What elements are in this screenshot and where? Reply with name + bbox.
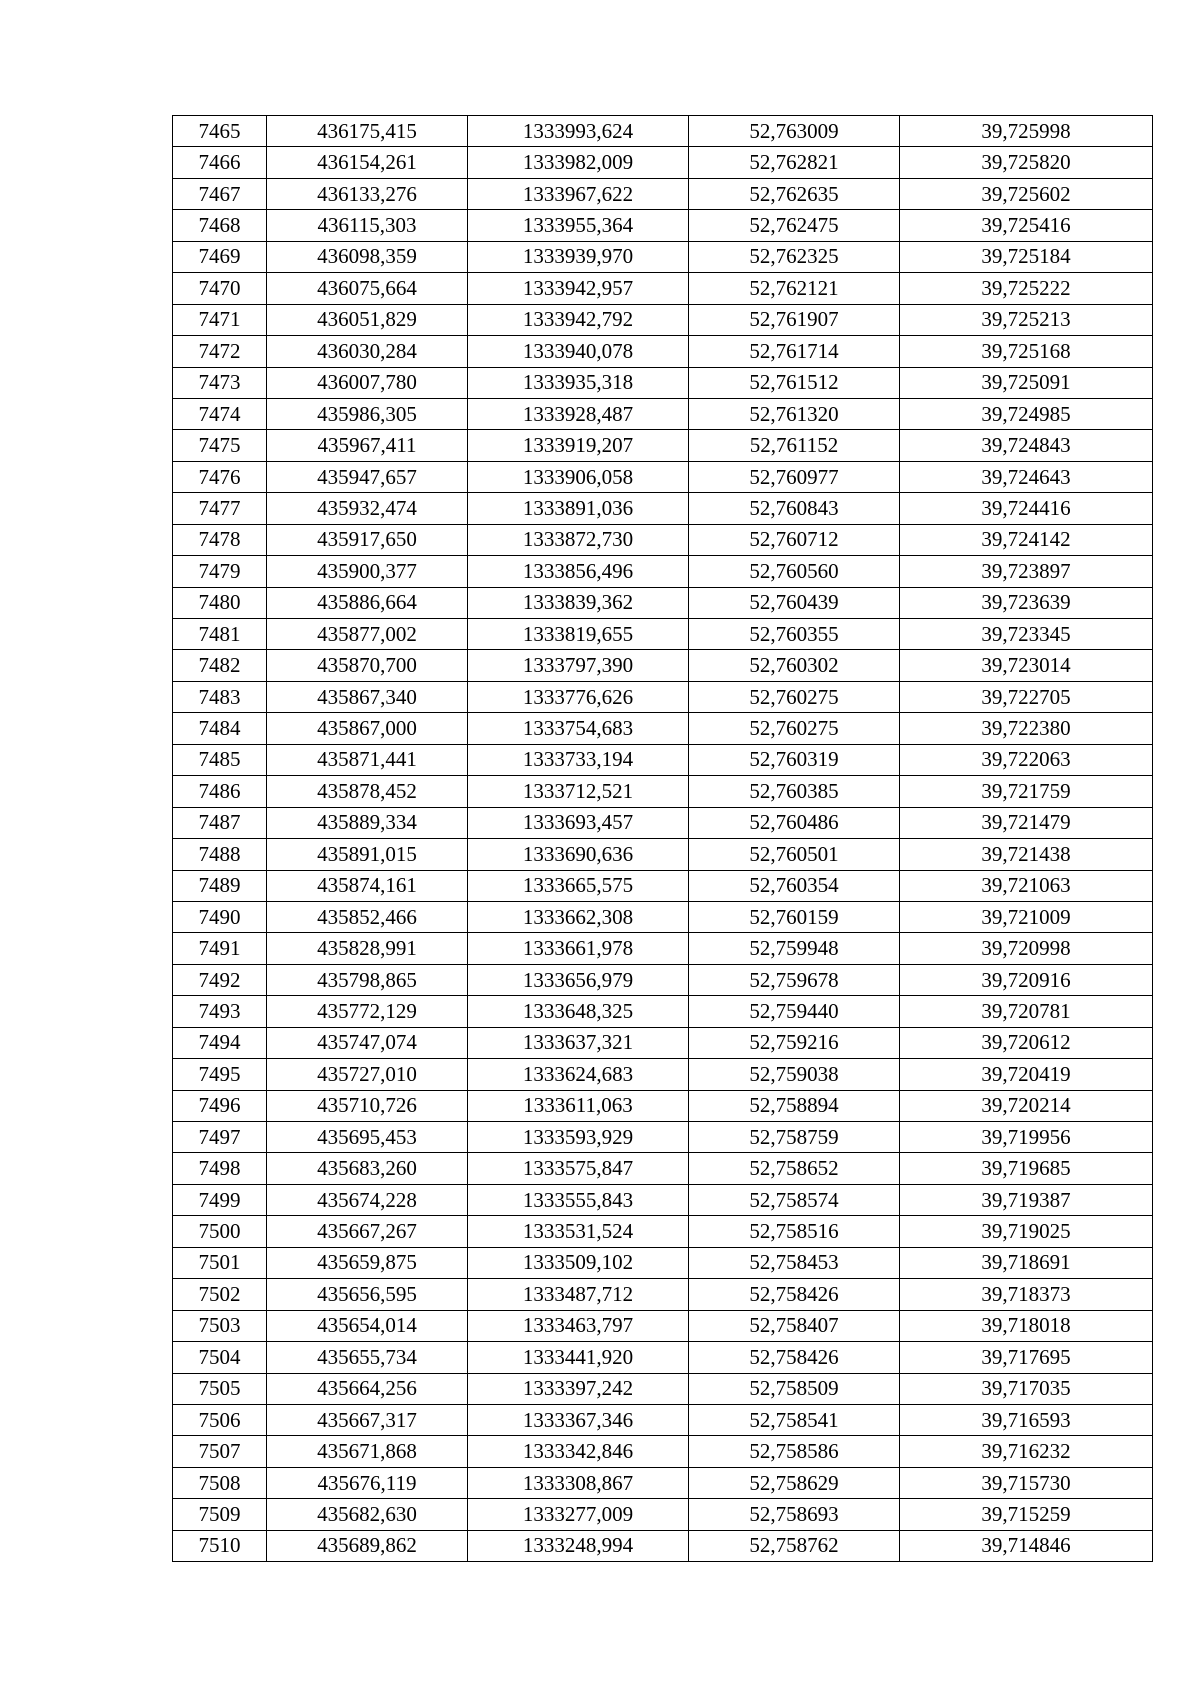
y-coordinate-cell: 1333342,846	[468, 1436, 689, 1467]
table-row	[173, 398, 1153, 429]
longitude-cell: 39,716232	[900, 1436, 1153, 1467]
longitude-cell: 39,724142	[900, 524, 1153, 555]
x-coordinate-cell: 435667,267	[267, 1216, 468, 1247]
table-row	[173, 1342, 1153, 1373]
longitude-cell: 39,723639	[900, 587, 1153, 618]
x-coordinate-cell: 436030,284	[267, 336, 468, 367]
table-row	[173, 964, 1153, 995]
y-coordinate-cell: 1333662,308	[468, 901, 689, 932]
longitude-cell: 39,720612	[900, 1027, 1153, 1058]
latitude-cell: 52,758759	[689, 1122, 900, 1153]
longitude-cell: 39,722705	[900, 681, 1153, 712]
latitude-cell: 52,762121	[689, 273, 900, 304]
x-coordinate-cell: 435798,865	[267, 964, 468, 995]
y-coordinate-cell: 1333856,496	[468, 556, 689, 587]
point-number-cell: 7475	[173, 430, 267, 461]
y-coordinate-cell: 1333656,979	[468, 964, 689, 995]
y-coordinate-cell: 1333839,362	[468, 587, 689, 618]
latitude-cell: 52,760501	[689, 839, 900, 870]
table-row	[173, 744, 1153, 775]
y-coordinate-cell: 1333248,994	[468, 1530, 689, 1561]
latitude-cell: 52,758453	[689, 1247, 900, 1278]
x-coordinate-cell: 436007,780	[267, 367, 468, 398]
table-row	[173, 1216, 1153, 1247]
table-row	[173, 524, 1153, 555]
x-coordinate-cell: 436098,359	[267, 241, 468, 272]
table-row	[173, 1467, 1153, 1498]
latitude-cell: 52,760319	[689, 744, 900, 775]
table-row	[173, 241, 1153, 272]
longitude-cell: 39,725213	[900, 304, 1153, 335]
latitude-cell: 52,760302	[689, 650, 900, 681]
y-coordinate-cell: 1333637,321	[468, 1027, 689, 1058]
longitude-cell: 39,716593	[900, 1404, 1153, 1435]
y-coordinate-cell: 1333940,078	[468, 336, 689, 367]
table-row	[173, 273, 1153, 304]
latitude-cell: 52,760712	[689, 524, 900, 555]
x-coordinate-cell: 435667,317	[267, 1404, 468, 1435]
table-row	[173, 210, 1153, 241]
y-coordinate-cell: 1333308,867	[468, 1467, 689, 1498]
latitude-cell: 52,760560	[689, 556, 900, 587]
x-coordinate-cell: 435695,453	[267, 1122, 468, 1153]
point-number-cell: 7493	[173, 996, 267, 1027]
longitude-cell: 39,715730	[900, 1467, 1153, 1498]
table-row	[173, 1436, 1153, 1467]
y-coordinate-cell: 1333648,325	[468, 996, 689, 1027]
table-row	[173, 1279, 1153, 1310]
table-row	[173, 1059, 1153, 1090]
table-row	[173, 147, 1153, 178]
point-number-cell: 7469	[173, 241, 267, 272]
point-number-cell: 7481	[173, 619, 267, 650]
x-coordinate-cell: 435671,868	[267, 1436, 468, 1467]
longitude-cell: 39,721479	[900, 807, 1153, 838]
x-coordinate-cell: 435986,305	[267, 398, 468, 429]
point-number-cell: 7507	[173, 1436, 267, 1467]
latitude-cell: 52,758426	[689, 1342, 900, 1373]
y-coordinate-cell: 1333693,457	[468, 807, 689, 838]
latitude-cell: 52,763009	[689, 116, 900, 147]
point-number-cell: 7489	[173, 870, 267, 901]
point-number-cell: 7482	[173, 650, 267, 681]
point-number-cell: 7509	[173, 1499, 267, 1530]
point-number-cell: 7465	[173, 116, 267, 147]
latitude-cell: 52,760385	[689, 776, 900, 807]
x-coordinate-cell: 435867,340	[267, 681, 468, 712]
x-coordinate-cell: 436115,303	[267, 210, 468, 241]
y-coordinate-cell: 1333712,521	[468, 776, 689, 807]
point-number-cell: 7498	[173, 1153, 267, 1184]
longitude-cell: 39,725602	[900, 178, 1153, 209]
point-number-cell: 7496	[173, 1090, 267, 1121]
x-coordinate-cell: 435871,441	[267, 744, 468, 775]
point-number-cell: 7506	[173, 1404, 267, 1435]
y-coordinate-cell: 1333397,242	[468, 1373, 689, 1404]
point-number-cell: 7504	[173, 1342, 267, 1373]
latitude-cell: 52,759678	[689, 964, 900, 995]
x-coordinate-cell: 435947,657	[267, 461, 468, 492]
y-coordinate-cell: 1333967,622	[468, 178, 689, 209]
longitude-cell: 39,720916	[900, 964, 1153, 995]
longitude-cell: 39,719685	[900, 1153, 1153, 1184]
longitude-cell: 39,724843	[900, 430, 1153, 461]
x-coordinate-cell: 435656,595	[267, 1279, 468, 1310]
longitude-cell: 39,719025	[900, 1216, 1153, 1247]
point-number-cell: 7499	[173, 1184, 267, 1215]
x-coordinate-cell: 435891,015	[267, 839, 468, 870]
latitude-cell: 52,760486	[689, 807, 900, 838]
point-number-cell: 7471	[173, 304, 267, 335]
latitude-cell: 52,760355	[689, 619, 900, 650]
point-number-cell: 7490	[173, 901, 267, 932]
longitude-cell: 39,725168	[900, 336, 1153, 367]
longitude-cell: 39,721759	[900, 776, 1153, 807]
point-number-cell: 7477	[173, 493, 267, 524]
point-number-cell: 7508	[173, 1467, 267, 1498]
table-row	[173, 870, 1153, 901]
x-coordinate-cell: 435664,256	[267, 1373, 468, 1404]
longitude-cell: 39,717695	[900, 1342, 1153, 1373]
y-coordinate-cell: 1333872,730	[468, 524, 689, 555]
x-coordinate-cell: 435747,074	[267, 1027, 468, 1058]
point-number-cell: 7473	[173, 367, 267, 398]
table-row	[173, 901, 1153, 932]
longitude-cell: 39,723014	[900, 650, 1153, 681]
table-row	[173, 839, 1153, 870]
y-coordinate-cell: 1333942,957	[468, 273, 689, 304]
latitude-cell: 52,759948	[689, 933, 900, 964]
y-coordinate-cell: 1333928,487	[468, 398, 689, 429]
point-number-cell: 7505	[173, 1373, 267, 1404]
point-number-cell: 7470	[173, 273, 267, 304]
table-row	[173, 1404, 1153, 1435]
table-row	[173, 178, 1153, 209]
latitude-cell: 52,758407	[689, 1310, 900, 1341]
longitude-cell: 39,723345	[900, 619, 1153, 650]
y-coordinate-cell: 1333509,102	[468, 1247, 689, 1278]
x-coordinate-cell: 435889,334	[267, 807, 468, 838]
point-number-cell: 7474	[173, 398, 267, 429]
table-row	[173, 1530, 1153, 1561]
x-coordinate-cell: 435867,000	[267, 713, 468, 744]
point-number-cell: 7466	[173, 147, 267, 178]
y-coordinate-cell: 1333611,063	[468, 1090, 689, 1121]
latitude-cell: 52,761320	[689, 398, 900, 429]
latitude-cell: 52,760439	[689, 587, 900, 618]
x-coordinate-cell: 435877,002	[267, 619, 468, 650]
latitude-cell: 52,760354	[689, 870, 900, 901]
latitude-cell: 52,758541	[689, 1404, 900, 1435]
table-row	[173, 461, 1153, 492]
longitude-cell: 39,722380	[900, 713, 1153, 744]
table-row	[173, 933, 1153, 964]
point-number-cell: 7478	[173, 524, 267, 555]
table-row	[173, 493, 1153, 524]
longitude-cell: 39,721063	[900, 870, 1153, 901]
longitude-cell: 39,725091	[900, 367, 1153, 398]
table-row	[173, 1499, 1153, 1530]
x-coordinate-cell: 435967,411	[267, 430, 468, 461]
y-coordinate-cell: 1333661,978	[468, 933, 689, 964]
table-row	[173, 1310, 1153, 1341]
point-number-cell: 7484	[173, 713, 267, 744]
longitude-cell: 39,725222	[900, 273, 1153, 304]
longitude-cell: 39,722063	[900, 744, 1153, 775]
x-coordinate-cell: 435682,630	[267, 1499, 468, 1530]
latitude-cell: 52,758509	[689, 1373, 900, 1404]
latitude-cell: 52,762475	[689, 210, 900, 241]
coordinates-table	[172, 115, 1153, 1562]
longitude-cell: 39,724985	[900, 398, 1153, 429]
latitude-cell: 52,759216	[689, 1027, 900, 1058]
longitude-cell: 39,718691	[900, 1247, 1153, 1278]
x-coordinate-cell: 435683,260	[267, 1153, 468, 1184]
longitude-cell: 39,719956	[900, 1122, 1153, 1153]
longitude-cell: 39,725998	[900, 116, 1153, 147]
longitude-cell: 39,720781	[900, 996, 1153, 1027]
longitude-cell: 39,723897	[900, 556, 1153, 587]
y-coordinate-cell: 1333624,683	[468, 1059, 689, 1090]
latitude-cell: 52,761152	[689, 430, 900, 461]
point-number-cell: 7503	[173, 1310, 267, 1341]
longitude-cell: 39,718018	[900, 1310, 1153, 1341]
table-row	[173, 587, 1153, 618]
x-coordinate-cell: 436133,276	[267, 178, 468, 209]
latitude-cell: 52,758586	[689, 1436, 900, 1467]
x-coordinate-cell: 436051,829	[267, 304, 468, 335]
point-number-cell: 7491	[173, 933, 267, 964]
y-coordinate-cell: 1333906,058	[468, 461, 689, 492]
x-coordinate-cell: 435852,466	[267, 901, 468, 932]
y-coordinate-cell: 1333575,847	[468, 1153, 689, 1184]
point-number-cell: 7501	[173, 1247, 267, 1278]
longitude-cell: 39,721009	[900, 901, 1153, 932]
y-coordinate-cell: 1333531,524	[468, 1216, 689, 1247]
x-coordinate-cell: 435917,650	[267, 524, 468, 555]
x-coordinate-cell: 435727,010	[267, 1059, 468, 1090]
table-row	[173, 1247, 1153, 1278]
table-row	[173, 1153, 1153, 1184]
table-row	[173, 996, 1153, 1027]
x-coordinate-cell: 435874,161	[267, 870, 468, 901]
y-coordinate-cell: 1333891,036	[468, 493, 689, 524]
table-row	[173, 619, 1153, 650]
x-coordinate-cell: 435659,875	[267, 1247, 468, 1278]
table-row	[173, 650, 1153, 681]
table-row	[173, 336, 1153, 367]
longitude-cell: 39,725820	[900, 147, 1153, 178]
latitude-cell: 52,758693	[689, 1499, 900, 1530]
table-row	[173, 556, 1153, 587]
x-coordinate-cell: 435676,119	[267, 1467, 468, 1498]
x-coordinate-cell: 435932,474	[267, 493, 468, 524]
table-row	[173, 304, 1153, 335]
x-coordinate-cell: 435689,862	[267, 1530, 468, 1561]
x-coordinate-cell: 435710,726	[267, 1090, 468, 1121]
longitude-cell: 39,717035	[900, 1373, 1153, 1404]
longitude-cell: 39,721438	[900, 839, 1153, 870]
latitude-cell: 52,758652	[689, 1153, 900, 1184]
x-coordinate-cell: 435655,734	[267, 1342, 468, 1373]
point-number-cell: 7467	[173, 178, 267, 209]
latitude-cell: 52,762325	[689, 241, 900, 272]
point-number-cell: 7480	[173, 587, 267, 618]
longitude-cell: 39,719387	[900, 1184, 1153, 1215]
table-row	[173, 1090, 1153, 1121]
longitude-cell: 39,715259	[900, 1499, 1153, 1530]
point-number-cell: 7495	[173, 1059, 267, 1090]
point-number-cell: 7494	[173, 1027, 267, 1058]
x-coordinate-cell: 435900,377	[267, 556, 468, 587]
table-row	[173, 116, 1153, 147]
longitude-cell: 39,725416	[900, 210, 1153, 241]
x-coordinate-cell: 436175,415	[267, 116, 468, 147]
y-coordinate-cell: 1333593,929	[468, 1122, 689, 1153]
y-coordinate-cell: 1333441,920	[468, 1342, 689, 1373]
latitude-cell: 52,758629	[689, 1467, 900, 1498]
latitude-cell: 52,758516	[689, 1216, 900, 1247]
x-coordinate-cell: 435828,991	[267, 933, 468, 964]
y-coordinate-cell: 1333819,655	[468, 619, 689, 650]
latitude-cell: 52,760977	[689, 461, 900, 492]
y-coordinate-cell: 1333690,636	[468, 839, 689, 870]
longitude-cell: 39,720998	[900, 933, 1153, 964]
y-coordinate-cell: 1333463,797	[468, 1310, 689, 1341]
y-coordinate-cell: 1333919,207	[468, 430, 689, 461]
coordinates-table-body	[173, 116, 1153, 1562]
longitude-cell: 39,724416	[900, 493, 1153, 524]
table-row	[173, 1373, 1153, 1404]
latitude-cell: 52,760275	[689, 681, 900, 712]
table-row	[173, 776, 1153, 807]
x-coordinate-cell: 435674,228	[267, 1184, 468, 1215]
y-coordinate-cell: 1333955,364	[468, 210, 689, 241]
y-coordinate-cell: 1333982,009	[468, 147, 689, 178]
point-number-cell: 7468	[173, 210, 267, 241]
y-coordinate-cell: 1333367,346	[468, 1404, 689, 1435]
y-coordinate-cell: 1333487,712	[468, 1279, 689, 1310]
table-row	[173, 713, 1153, 744]
latitude-cell: 52,760275	[689, 713, 900, 744]
x-coordinate-cell: 435772,129	[267, 996, 468, 1027]
latitude-cell: 52,762821	[689, 147, 900, 178]
latitude-cell: 52,758574	[689, 1184, 900, 1215]
table-row	[173, 1184, 1153, 1215]
point-number-cell: 7510	[173, 1530, 267, 1561]
x-coordinate-cell: 435878,452	[267, 776, 468, 807]
table-row	[173, 430, 1153, 461]
point-number-cell: 7485	[173, 744, 267, 775]
point-number-cell: 7486	[173, 776, 267, 807]
x-coordinate-cell: 435870,700	[267, 650, 468, 681]
point-number-cell: 7479	[173, 556, 267, 587]
longitude-cell: 39,720214	[900, 1090, 1153, 1121]
longitude-cell: 39,725184	[900, 241, 1153, 272]
latitude-cell: 52,760159	[689, 901, 900, 932]
table-row	[173, 1122, 1153, 1153]
y-coordinate-cell: 1333797,390	[468, 650, 689, 681]
point-number-cell: 7472	[173, 336, 267, 367]
table-row	[173, 681, 1153, 712]
longitude-cell: 39,718373	[900, 1279, 1153, 1310]
latitude-cell: 52,761907	[689, 304, 900, 335]
longitude-cell: 39,714846	[900, 1530, 1153, 1561]
y-coordinate-cell: 1333665,575	[468, 870, 689, 901]
x-coordinate-cell: 436154,261	[267, 147, 468, 178]
y-coordinate-cell: 1333935,318	[468, 367, 689, 398]
latitude-cell: 52,761512	[689, 367, 900, 398]
table-row	[173, 367, 1153, 398]
point-number-cell: 7500	[173, 1216, 267, 1247]
latitude-cell: 52,761714	[689, 336, 900, 367]
y-coordinate-cell: 1333776,626	[468, 681, 689, 712]
x-coordinate-cell: 435654,014	[267, 1310, 468, 1341]
point-number-cell: 7483	[173, 681, 267, 712]
y-coordinate-cell: 1333555,843	[468, 1184, 689, 1215]
x-coordinate-cell: 435886,664	[267, 587, 468, 618]
latitude-cell: 52,760843	[689, 493, 900, 524]
point-number-cell: 7497	[173, 1122, 267, 1153]
y-coordinate-cell: 1333939,970	[468, 241, 689, 272]
point-number-cell: 7488	[173, 839, 267, 870]
longitude-cell: 39,724643	[900, 461, 1153, 492]
y-coordinate-cell: 1333942,792	[468, 304, 689, 335]
latitude-cell: 52,758762	[689, 1530, 900, 1561]
y-coordinate-cell: 1333754,683	[468, 713, 689, 744]
latitude-cell: 52,758426	[689, 1279, 900, 1310]
y-coordinate-cell: 1333277,009	[468, 1499, 689, 1530]
latitude-cell: 52,758894	[689, 1090, 900, 1121]
point-number-cell: 7492	[173, 964, 267, 995]
x-coordinate-cell: 436075,664	[267, 273, 468, 304]
latitude-cell: 52,759440	[689, 996, 900, 1027]
latitude-cell: 52,762635	[689, 178, 900, 209]
point-number-cell: 7487	[173, 807, 267, 838]
point-number-cell: 7502	[173, 1279, 267, 1310]
y-coordinate-cell: 1333733,194	[468, 744, 689, 775]
point-number-cell: 7476	[173, 461, 267, 492]
longitude-cell: 39,720419	[900, 1059, 1153, 1090]
latitude-cell: 52,759038	[689, 1059, 900, 1090]
table-row	[173, 1027, 1153, 1058]
y-coordinate-cell: 1333993,624	[468, 116, 689, 147]
table-row	[173, 807, 1153, 838]
